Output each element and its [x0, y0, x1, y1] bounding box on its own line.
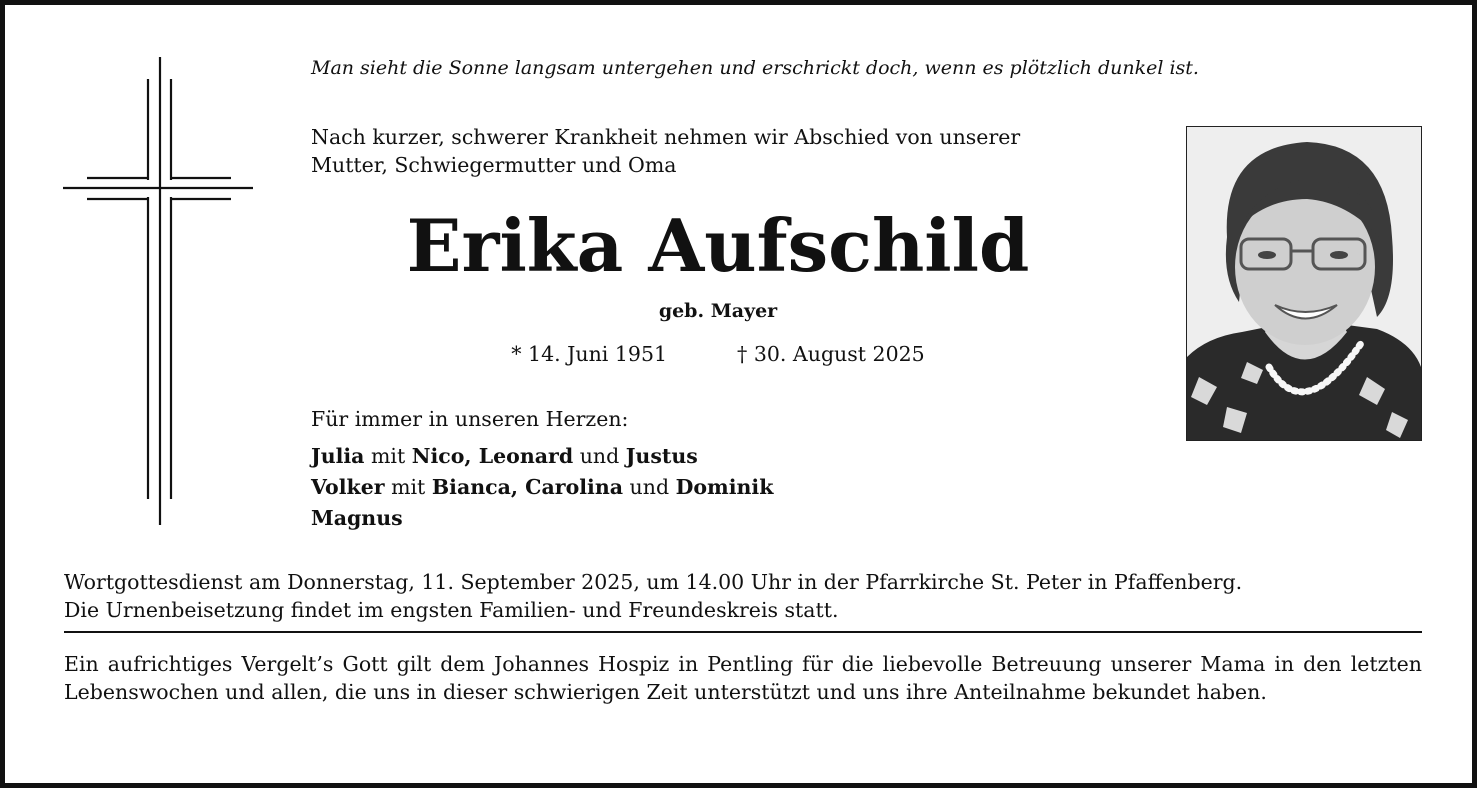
family-line-3	[311, 503, 773, 534]
family-name: Justus	[625, 444, 698, 468]
service-line-2: Die Urnenbeisetzung findet im engsten Familien- und Freundeskreis statt.	[64, 598, 839, 622]
family-name: Dominik	[675, 475, 774, 499]
family-line-1	[311, 441, 773, 472]
family-connector: mit	[364, 444, 412, 468]
life-dates	[311, 342, 1125, 366]
family-name: Nico, Leonard	[411, 444, 574, 468]
family-members	[311, 441, 773, 534]
death-date: † 30. August 2025	[737, 342, 925, 366]
portrait-photo-image	[1187, 127, 1421, 440]
family-name: Volker	[311, 475, 385, 499]
service-info	[64, 568, 1422, 624]
deceased-name: Erika Aufschild	[406, 203, 1030, 288]
family-intro: Für immer in unseren Herzen:	[311, 407, 629, 431]
service-line-1: Wortgottesdienst am Donnerstag, 11. September 2025, um 14.00 Uhr in der Pfarrkirche St. Peter in Pfaffenberg.	[64, 570, 1243, 594]
family-name: Julia	[311, 444, 365, 468]
family-connector: und	[573, 444, 626, 468]
motto-quote: Man sieht die Sonne langsam untergehen und erschrickt doch, wenn es plötzlich dunkel ist.	[311, 57, 1199, 79]
family-line-2	[311, 472, 773, 503]
maiden-name: geb. Mayer	[658, 300, 778, 322]
intro-line-1: Nach kurzer, schwerer Krankheit nehmen wir Abschied von unserer	[311, 125, 1021, 149]
family-connector: und	[623, 475, 676, 499]
thanks-text: Ein aufrichtiges Vergelt’s Gott gilt dem Johannes Hospiz in Pentling für die liebevolle Betreuung unserer Mama in den letzten Lebenswochen und allen, die uns in dieser schwierigen Zeit unterstützt und uns ihre Anteilnahme bekundet haben.	[64, 652, 1422, 704]
divider	[64, 631, 1422, 633]
portrait-photo	[1186, 126, 1422, 441]
birth-date: * 14. Juni 1951	[511, 342, 668, 366]
intro-text	[311, 123, 1171, 179]
family-name: Magnus	[311, 506, 403, 530]
family-name: Bianca, Carolina	[431, 475, 624, 499]
family-connector: mit	[384, 475, 432, 499]
cross-icon	[63, 57, 257, 527]
intro-line-2: Mutter, Schwiegermutter und Oma	[311, 153, 677, 177]
